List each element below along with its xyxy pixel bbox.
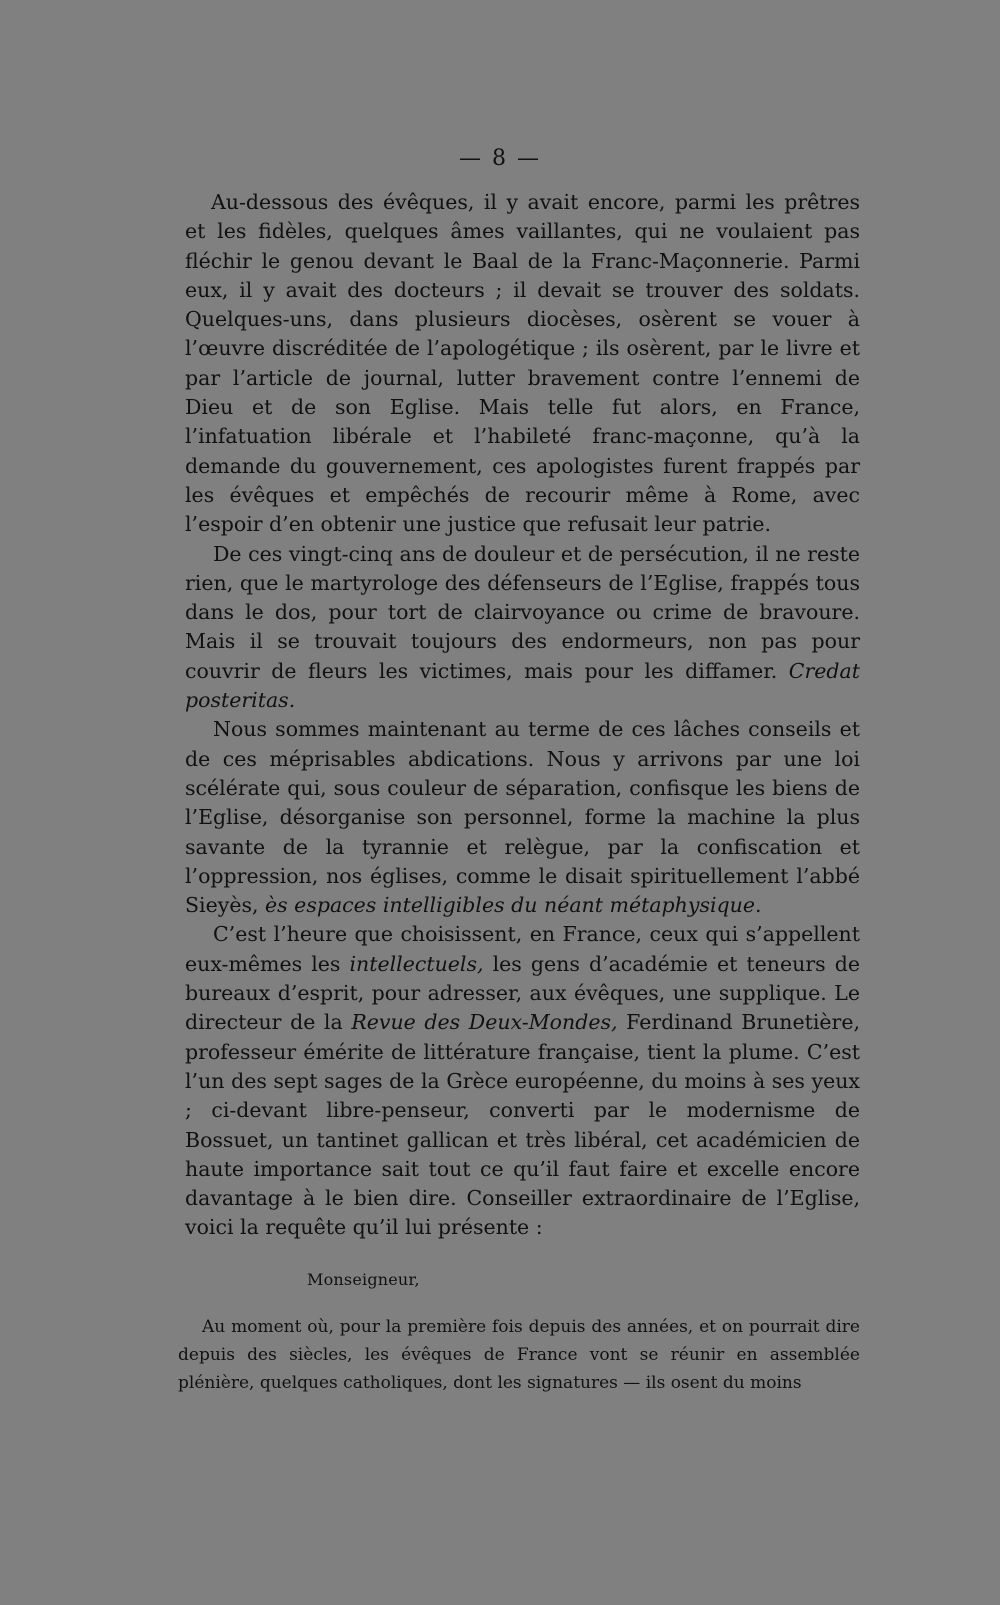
letter-salutation: Monseigneur, [307, 1270, 420, 1289]
paragraph-4-italic-1: intellectuels, [349, 951, 484, 976]
paragraph-4-text-b: les gens d’académie et teneurs de bureaux d’esprit, pour adresser, aux évêques, une supplique. Le directeur de la [185, 951, 860, 1035]
letter-text: Au moment où, pour la première fois depuis des années, et on pourrait dire depuis des siècles, les évêques de France vont se réunir en assemblée plénière, quelques catholiques, dont les signatures — ils osent du moins [178, 1317, 860, 1393]
paragraph-4-italic-2: Revue des Deux-Mondes, [351, 1010, 618, 1035]
paragraph-4-text-c: Ferdinand Brunetière, professeur émérite de littérature française, tient la plume. C’est l’un des sept sages de la Grèce européenne, du moins à ses yeux ; ci-devant libre-penseur, converti par le modernisme de Bossuet, un tantinet gallican et très libéral, cet académicien de haute importance sait tout ce qu’il faut faire et excelle encore davantage à le bien dire. Conseiller extraordinaire de l’Eglise, voici la requête qu’il lui présente : [185, 1010, 860, 1240]
paragraph-4-text-a: C’est l’heure que choisissent, en France, ceux qui s’appellent eux-mêmes les [185, 922, 860, 976]
paragraph-2-text: De ces vingt-cinq ans de douleur et de persécution, il ne reste rien, que le martyrologe des défenseurs de l’Eglise, frappés tous dans le dos, pour tort de clairvoyance ou crime de bravoure. Mais il se trouvait toujours des endormeurs, non pas pour couvrir de fleurs les victimes, mais pour les diffamer. [185, 541, 860, 683]
paragraph-2 [185, 540, 860, 716]
paragraph-3 [185, 715, 860, 920]
page-number: — 8 — [459, 146, 541, 171]
paragraph-3-italic: ès espaces intelligibles du néant métaphysique. [265, 893, 762, 918]
paragraph-3-text: Nous sommes maintenant au terme de ces lâches conseils et de ces méprisables abdications. Nous y arrivons par une loi scélérate qui, sous couleur de séparation, confisque les biens de l’Eglise, désorganise son personnel, forme la machine la plus savante de la tyrannie et relègue, par la confiscation et l’oppression, nos églises, comme le disait spirituellement l’abbé Sieyès, [185, 717, 860, 918]
paragraph-1: Au-dessous des évêques, il y avait encore, parmi les prêtres et les fidèles, quelques âmes vaillantes, qui ne voulaient pas fléchir le genou devant le Baal de la Franc-Maçonnerie. Parmi eux, il y avait des docteurs ; il devait se trouver des soldats. Quelques-uns, dans plusieurs diocèses, osèrent se vouer à l’œuvre discréditée de l’apologétique ; ils osèrent, par le livre et par l’article de journal, lutter bravement contre l’ennemi de Dieu et de son Eglise. Mais telle fut alors, en France, l’infatuation libérale et l’habileté franc-maçonne, qu’à la demande du gouvernement, ces apologistes furent frappés par les évêques et empêchés de recourir même à Rome, avec l’espoir d’en obtenir une justice que refusait leur patrie. [185, 190, 860, 537]
main-text [185, 188, 860, 1243]
paragraph-4 [185, 920, 860, 1242]
paragraph-2-italic: Credat posteritas. [185, 658, 860, 713]
